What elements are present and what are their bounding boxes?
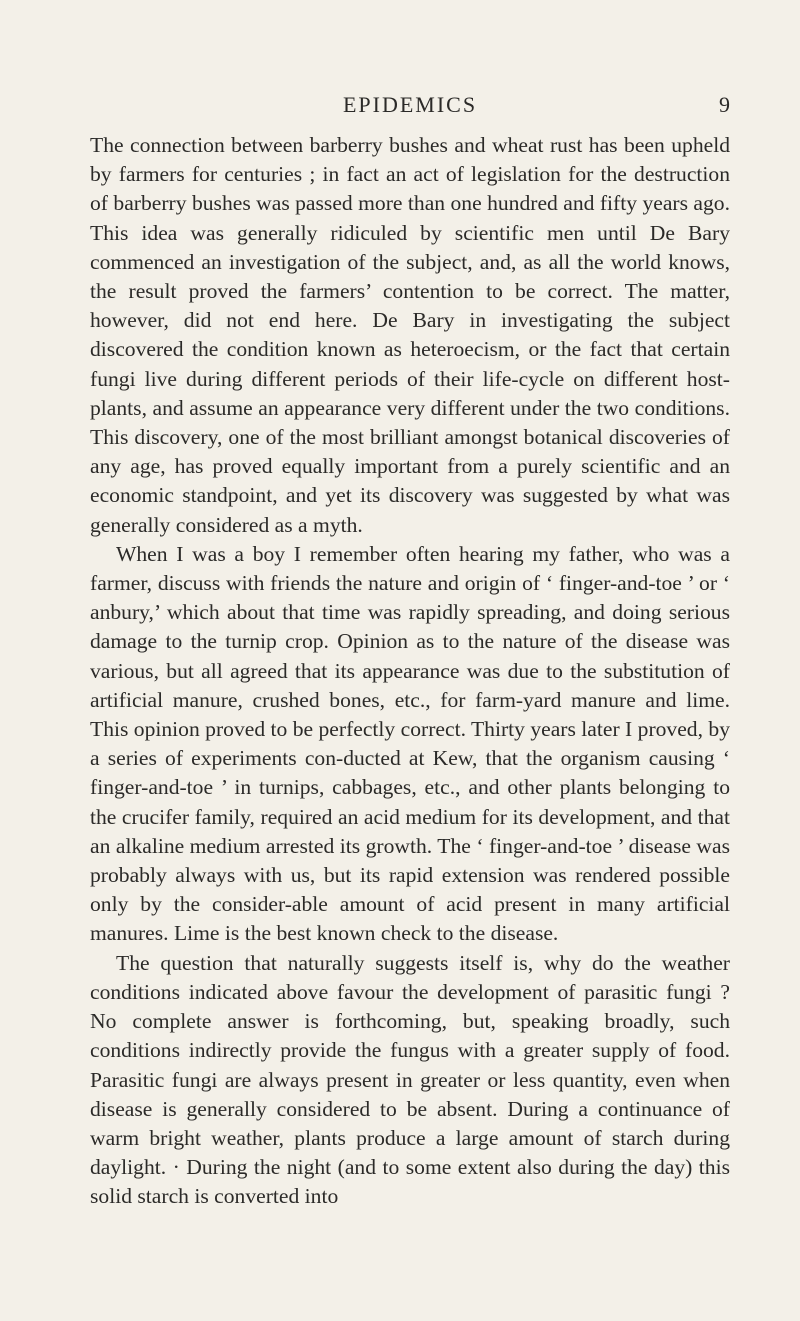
paragraph-barberry: The connection between barberry bushes and wheat rust has been upheld by farmers for centuries ; in fact an act of legislation for the destruction of barberry bushes was passed more than one hundred and fifty years ago. This idea was generally ridiculed by scientific men until De Bary commenced an investigation of the subject, and, as all the world knows, the result proved the farmers’ contention to be correct. The matter, however, did not end here. De Bary in investigating the subject discovered the condition known as heteroecism, or the fact that certain fungi live during different periods of their life-cycle on different host-plants, and assume an appearance very different under the two conditions. This discovery, one of the most brilliant amongst botanical discoveries of any age, has proved equally important from a purely scientific and an economic standpoint, and yet its discovery was suggested by what was generally considered as a myth. [90,133,730,537]
paragraph-finger-and-toe: When I was a boy I remember often hearing my father, who was a farmer, discuss with friends the nature and origin of ‘ finger-and-toe ’ or ‘ anbury,’ which about that time was rapidly spreading, and doing serious damage to the turnip crop. Opinion as to the nature of the disease was various, but all agreed that its appearance was due to the substitution of artificial manure, crushed bones, etc., for farm-yard manure and lime. This opinion proved to be perfectly correct. Thirty years later I proved, by a series of experiments con-ducted at Kew, that the organism causing ‘ finger-and-toe ’ in turnips, cabbages, etc., and other plants belonging to the crucifer family, required an acid medium for its development, and that an alkaline medium arrested its growth. The ‘ finger-and-toe ’ disease was probably always with us, but its rapid extension was rendered possible only by the consider-able amount of acid present in many artificial manures. Lime is the best known check to the disease. [90,541,730,946]
page-number: 9 [719,92,730,117]
running-head [90,92,730,122]
paragraph-weather-conditions: The question that naturally suggests itself is, why do the weather conditions indicated above favour the development of parasitic fungi ? No complete answer is forthcoming, but, speaking broadly, such conditions indirectly provide the fungus with a greater supply of food. Parasitic fungi are always present in greater or less quantity, even when disease is generally considered to be absent. During a continuance of warm bright weather, plants produce a large amount of starch during daylight. · During the night (and to some extent also during the day) this solid starch is converted into [90,950,730,1209]
body-text [90,131,730,1212]
running-title: EPIDEMICS [342,92,478,117]
